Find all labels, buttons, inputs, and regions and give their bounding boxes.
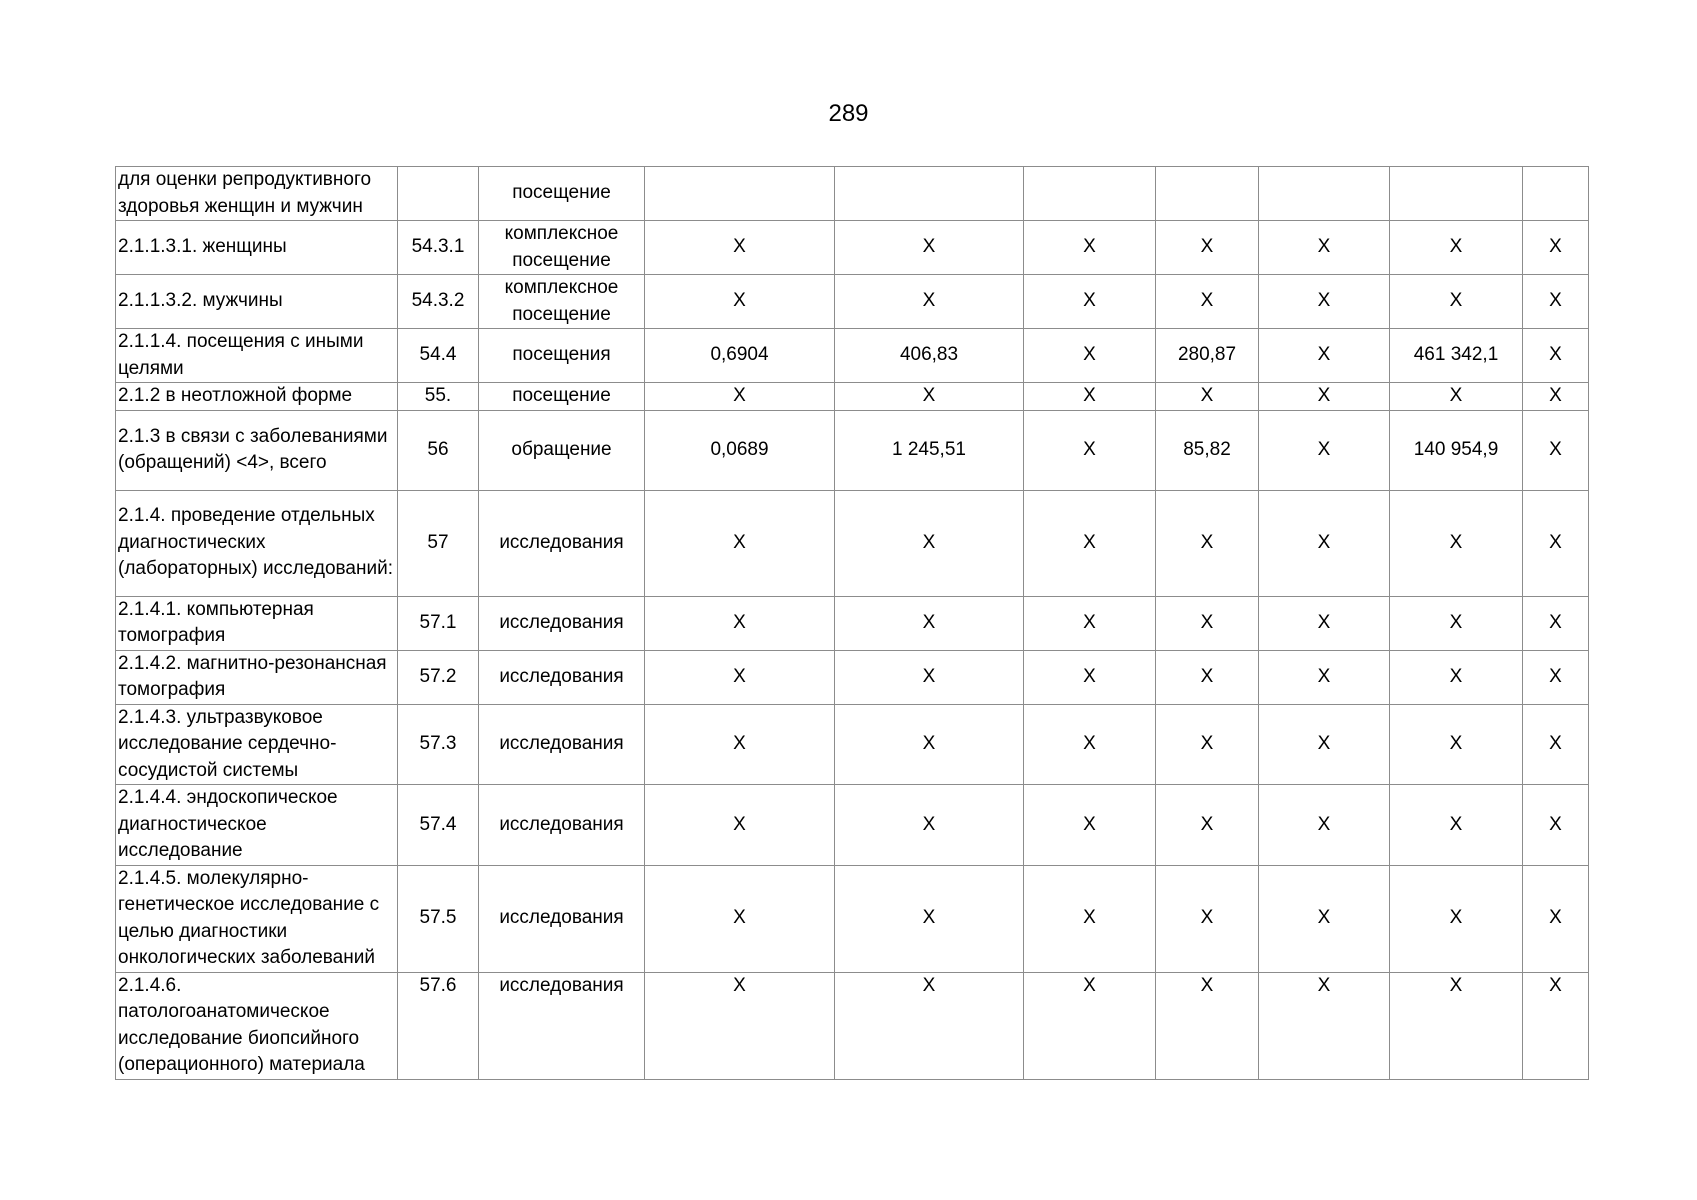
row-code-cell: 54.3.1	[398, 221, 479, 275]
row-value-cell: X	[1259, 410, 1390, 490]
row-value-cell: X	[645, 221, 835, 275]
row-value-cell: 0,0689	[645, 410, 835, 490]
row-value-cell: X	[1390, 383, 1523, 411]
row-value-cell: X	[835, 221, 1024, 275]
row-value-cell: X	[835, 865, 1024, 972]
row-value-cell: X	[645, 972, 835, 1079]
row-value-cell	[1259, 167, 1390, 221]
row-value-cell: X	[1259, 704, 1390, 785]
row-value-cell: X	[1156, 596, 1259, 650]
table-row	[116, 596, 1589, 650]
row-value-cell: X	[1259, 221, 1390, 275]
row-value-cell: X	[1156, 275, 1259, 329]
row-value-cell: X	[1390, 650, 1523, 704]
row-unit-cell: исследования	[479, 972, 645, 1079]
row-unit-cell: посещения	[479, 329, 645, 383]
row-unit-cell: исследования	[479, 596, 645, 650]
row-value-cell: X	[1024, 383, 1156, 411]
row-value-cell: X	[645, 650, 835, 704]
row-value-cell: X	[1259, 972, 1390, 1079]
row-value-cell: X	[835, 972, 1024, 1079]
row-value-cell	[1390, 167, 1523, 221]
row-value-cell: 85,82	[1156, 410, 1259, 490]
table-row	[116, 221, 1589, 275]
row-value-cell: X	[1024, 785, 1156, 866]
row-value-cell: X	[1024, 490, 1156, 596]
row-value-cell: X	[1390, 785, 1523, 866]
row-name-cell: 2.1.1.4. посещения с иными целями	[116, 329, 398, 383]
row-unit-cell: комплексное посещение	[479, 221, 645, 275]
row-value-cell: X	[1156, 221, 1259, 275]
row-name-cell: 2.1.4.5. молекулярно-генетическое исследование с целью диагностики онкологических заболеваний	[116, 865, 398, 972]
row-value-cell: X	[1024, 865, 1156, 972]
row-value-cell: X	[835, 785, 1024, 866]
row-name-cell: 2.1.2 в неотложной форме	[116, 383, 398, 411]
row-code-cell: 57.3	[398, 704, 479, 785]
row-value-cell: X	[1156, 865, 1259, 972]
row-value-cell: 280,87	[1156, 329, 1259, 383]
row-unit-cell: посещение	[479, 383, 645, 411]
table-row	[116, 865, 1589, 972]
row-value-cell: X	[645, 865, 835, 972]
row-code-cell: 54.4	[398, 329, 479, 383]
row-code-cell: 57.4	[398, 785, 479, 866]
row-value-cell: X	[645, 785, 835, 866]
row-value-cell: X	[1024, 221, 1156, 275]
row-value-cell: X	[1259, 490, 1390, 596]
row-unit-cell: комплексное посещение	[479, 275, 645, 329]
row-value-cell: X	[1390, 490, 1523, 596]
row-value-cell: X	[1390, 704, 1523, 785]
row-name-cell: 2.1.1.3.2. мужчины	[116, 275, 398, 329]
row-value-cell: X	[645, 490, 835, 596]
row-value-cell: X	[1259, 329, 1390, 383]
row-value-cell: X	[1523, 785, 1589, 866]
row-name-cell: 2.1.3 в связи с заболеваниями (обращений) <4>, всего	[116, 410, 398, 490]
row-value-cell: X	[1523, 221, 1589, 275]
row-value-cell: X	[1156, 490, 1259, 596]
row-unit-cell: обращение	[479, 410, 645, 490]
row-code-cell: 57.6	[398, 972, 479, 1079]
row-value-cell: X	[1390, 972, 1523, 1079]
row-value-cell: X	[1259, 865, 1390, 972]
row-value-cell: X	[1523, 972, 1589, 1079]
table-row	[116, 972, 1589, 1079]
row-value-cell: X	[1259, 596, 1390, 650]
row-value-cell: X	[1156, 704, 1259, 785]
table-row	[116, 275, 1589, 329]
row-name-cell: 2.1.4.4. эндоскопическое диагностическое исследование	[116, 785, 398, 866]
row-value-cell: X	[1024, 275, 1156, 329]
row-value-cell: X	[1259, 275, 1390, 329]
row-value-cell: X	[1156, 383, 1259, 411]
table-row	[116, 785, 1589, 866]
row-value-cell	[1024, 167, 1156, 221]
row-value-cell: 0,6904	[645, 329, 835, 383]
row-value-cell: X	[645, 704, 835, 785]
row-unit-cell: посещение	[479, 167, 645, 221]
row-code-cell	[398, 167, 479, 221]
row-value-cell: X	[1523, 704, 1589, 785]
table-row	[116, 410, 1589, 490]
table-body	[116, 167, 1589, 1080]
row-value-cell	[1156, 167, 1259, 221]
row-value-cell: X	[1024, 329, 1156, 383]
table-row	[116, 704, 1589, 785]
row-value-cell: X	[1390, 275, 1523, 329]
row-value-cell: X	[645, 596, 835, 650]
row-value-cell: X	[1523, 329, 1589, 383]
table-row	[116, 329, 1589, 383]
row-value-cell: X	[1024, 704, 1156, 785]
row-value-cell	[835, 167, 1024, 221]
row-value-cell: X	[835, 275, 1024, 329]
row-code-cell: 57	[398, 490, 479, 596]
row-unit-cell: исследования	[479, 865, 645, 972]
table-row	[116, 383, 1589, 411]
row-value-cell: X	[1390, 865, 1523, 972]
row-value-cell: X	[835, 490, 1024, 596]
row-unit-cell: исследования	[479, 704, 645, 785]
row-value-cell: X	[1390, 221, 1523, 275]
row-name-cell: 2.1.1.3.1. женщины	[116, 221, 398, 275]
row-value-cell: X	[1156, 972, 1259, 1079]
row-value-cell: X	[1024, 596, 1156, 650]
row-code-cell: 57.1	[398, 596, 479, 650]
row-value-cell: X	[645, 275, 835, 329]
row-code-cell: 57.2	[398, 650, 479, 704]
row-code-cell: 57.5	[398, 865, 479, 972]
row-value-cell: X	[835, 596, 1024, 650]
data-table	[115, 166, 1589, 1080]
row-value-cell: X	[1259, 383, 1390, 411]
row-value-cell: 406,83	[835, 329, 1024, 383]
row-value-cell: X	[1390, 596, 1523, 650]
table-row	[116, 167, 1589, 221]
row-value-cell: X	[1523, 650, 1589, 704]
row-unit-cell: исследования	[479, 650, 645, 704]
row-value-cell: X	[1259, 650, 1390, 704]
row-value-cell: X	[1523, 596, 1589, 650]
table-row	[116, 650, 1589, 704]
row-name-cell: для оценки репродуктивного здоровья женщин и мужчин	[116, 167, 398, 221]
row-value-cell: X	[1024, 650, 1156, 704]
row-name-cell: 2.1.4. проведение отдельных диагностических (лабораторных) исследований:	[116, 490, 398, 596]
row-value-cell: X	[1523, 490, 1589, 596]
row-name-cell: 2.1.4.3. ультразвуковое исследование сердечно-сосудистой системы	[116, 704, 398, 785]
row-value-cell: X	[835, 383, 1024, 411]
row-name-cell: 2.1.4.2. магнитно-резонансная томография	[116, 650, 398, 704]
row-value-cell: X	[835, 704, 1024, 785]
row-unit-cell: исследования	[479, 490, 645, 596]
row-value-cell: X	[1523, 275, 1589, 329]
row-name-cell: 2.1.4.1. компьютерная томография	[116, 596, 398, 650]
row-value-cell	[1523, 167, 1589, 221]
row-value-cell: X	[1259, 785, 1390, 866]
row-code-cell: 56	[398, 410, 479, 490]
table-row	[116, 490, 1589, 596]
row-value-cell: X	[1024, 410, 1156, 490]
row-value-cell: X	[1523, 410, 1589, 490]
row-value-cell: X	[1523, 383, 1589, 411]
row-name-cell: 2.1.4.6. патологоанатомическое исследование биопсийного (операционного) материала	[116, 972, 398, 1079]
row-value-cell: 461 342,1	[1390, 329, 1523, 383]
row-code-cell: 54.3.2	[398, 275, 479, 329]
row-value-cell: X	[1523, 865, 1589, 972]
row-value-cell: X	[835, 650, 1024, 704]
row-value-cell: 1 245,51	[835, 410, 1024, 490]
row-value-cell: X	[1156, 785, 1259, 866]
row-value-cell: 140 954,9	[1390, 410, 1523, 490]
row-value-cell	[645, 167, 835, 221]
row-value-cell: X	[1024, 972, 1156, 1079]
row-unit-cell: исследования	[479, 785, 645, 866]
row-value-cell: X	[645, 383, 835, 411]
row-code-cell: 55.	[398, 383, 479, 411]
row-value-cell: X	[1156, 650, 1259, 704]
page-number: 289	[828, 100, 869, 127]
